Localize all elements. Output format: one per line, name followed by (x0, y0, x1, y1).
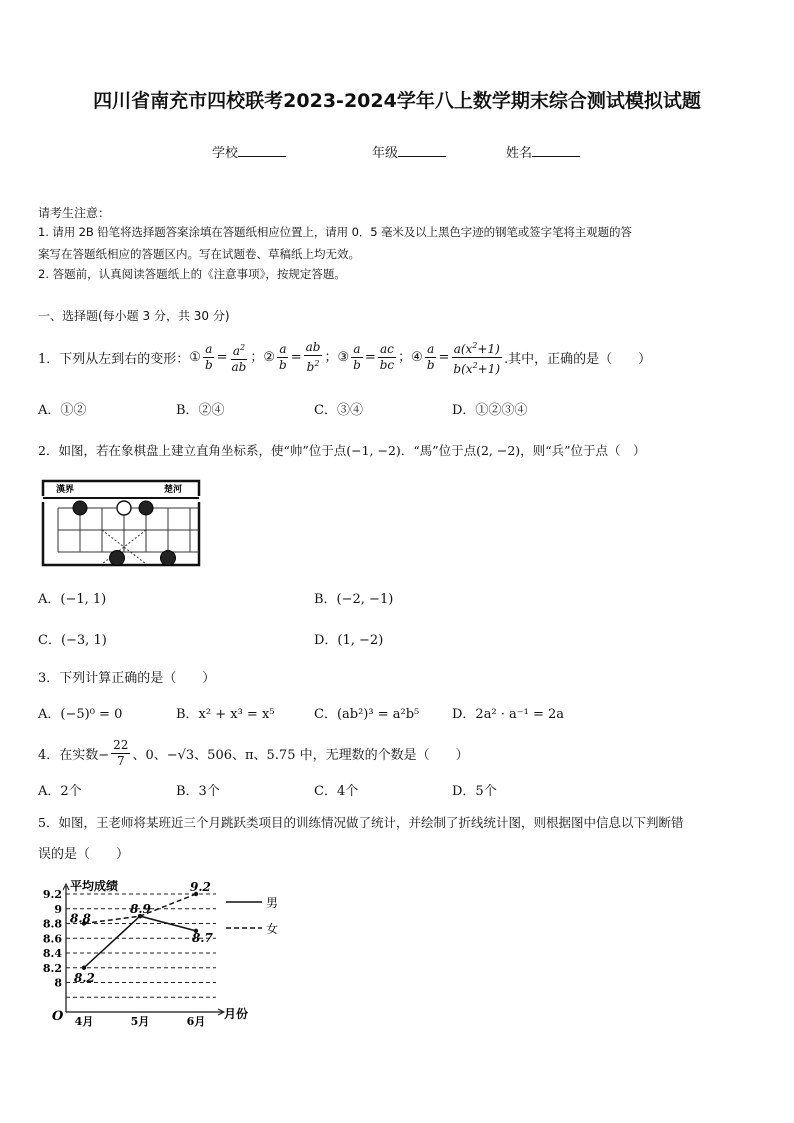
y-tick-label: 9 (54, 902, 62, 916)
question-1 (38, 333, 651, 381)
page-title: 四川省南充市四校联考2023-2024学年八上数学期末综合测试模拟试题 (93, 90, 701, 112)
question-3: 3．下列计算正确的是（ ） (38, 671, 216, 686)
q2-option-a[interactable]: A．(−1, 1) (38, 592, 107, 607)
q3-option-d[interactable]: D．2a² · a⁻¹ = 2a (452, 707, 565, 722)
board-label-left: 漢界 (56, 485, 75, 495)
q3-option-a[interactable]: A．(−5)⁰ = 0 (38, 707, 123, 722)
chessboard-figure (40, 478, 202, 568)
question-4 (38, 732, 469, 774)
q2-option-b[interactable]: B．(−2, −1) (314, 592, 394, 607)
grade-field (372, 142, 446, 161)
q4-option-d[interactable]: D．5个 (452, 784, 497, 799)
q1-option-a[interactable]: A．①② (38, 403, 87, 418)
data-label: 9.2 (190, 880, 211, 894)
board-label-right: 楚河 (164, 485, 183, 495)
chess-piece (139, 501, 153, 515)
chess-piece (161, 551, 176, 566)
school-label: 学校 (212, 146, 239, 161)
notice-item-2: 2. 答题前，认真阅读答题纸上的《注意事项》，按规定答题。 (38, 267, 346, 281)
origin-label: O (52, 1009, 64, 1024)
chart-title: 平均成绩 (70, 880, 119, 893)
question-5-line-2: 误的是（ ） (38, 847, 130, 862)
q2-option-d[interactable]: D．(1, −2) (314, 633, 384, 648)
grade-label: 年级 (372, 146, 399, 161)
q2-option-c[interactable]: C．(−3, 1) (38, 633, 107, 648)
q1-tail: .其中，正确的是（ ） (504, 351, 652, 367)
q1-item-2: ② $\frac{a}{b}$ = $\frac{ab}{b^2}$ ； (263, 339, 338, 374)
grade-blank[interactable] (398, 144, 446, 157)
q3-option-b[interactable]: B．x² + x³ = x⁵ (176, 707, 275, 722)
q2-stem: 2．如图，若在象棋盘上建立直角坐标系，使“帅”位于点 (38, 443, 347, 458)
q1-item-4: ④ $\frac{a}{b}$ = $\frac{a(x^2+1)}{b(x^2+1)}$ (411, 338, 504, 377)
chess-piece (73, 501, 87, 515)
q2-mid: ．“馬”位于点 (400, 443, 477, 458)
q1-item-1: ① $\frac{a}{b}$ = $\frac{a^2}{ab}$ ； (189, 341, 264, 374)
data-label: 8.8 (70, 911, 91, 926)
data-label: 8.7 (192, 930, 213, 945)
q4-fraction (111, 738, 130, 769)
x-tick-label: 6月 (186, 1015, 206, 1028)
name-field (506, 142, 580, 161)
legend-label: 女 (266, 922, 279, 936)
notice-item-1b: 案写在答题纸相应的答题区内。写在试题卷、草稿纸上均无效。 (38, 247, 360, 261)
q2-point-ma: (2, −2) (476, 443, 521, 458)
q2-point-shuai: (−1, −2) (346, 443, 401, 458)
q1-option-d[interactable]: D．①②③④ (452, 403, 528, 418)
y-tick-label: 8.4 (42, 947, 62, 960)
notice-item-1a: 1. 请用 2B 铅笔将选择题答案涂填在答题纸相应位置上，请用 0．5 毫米及以上黑色字迹的钢笔或签字笔将主观题的答 (38, 225, 632, 239)
line-chart (36, 880, 296, 1030)
data-label: 8.9 (130, 902, 151, 917)
y-tick-label: 8 (54, 976, 62, 990)
school-blank[interactable] (238, 144, 286, 157)
name-label: 姓名 (506, 146, 533, 161)
notice-heading: 请考生注意： (38, 206, 111, 220)
q4-stem-b: 、0、−√3、506、π、5.75 中，无理数的个数是（ ） (132, 747, 469, 763)
data-label: 8.2 (74, 970, 95, 985)
section-heading: 一、选择题(每小题 3 分，共 30 分) (38, 309, 230, 323)
q2-tail: ，则“兵”位于点（ ） (520, 443, 646, 458)
name-blank[interactable] (532, 144, 580, 157)
q4-frac-num: 22 (113, 737, 129, 752)
x-tick-label: 5月 (130, 1015, 150, 1028)
q1-option-b[interactable]: B．②④ (176, 403, 225, 418)
legend-label: 男 (266, 896, 279, 910)
q4-option-b[interactable]: B．3个 (176, 784, 220, 799)
q4-option-a[interactable]: A．2个 (38, 784, 82, 799)
q4-stem-a: 4．在实数− (38, 747, 110, 763)
q4-frac-den: 7 (116, 753, 125, 768)
q4-option-c[interactable]: C．4个 (314, 784, 359, 799)
q1-option-c[interactable]: C．③④ (314, 403, 363, 418)
question-2 (38, 441, 645, 459)
q1-stem: 1．下列从左到右的变形： (38, 351, 190, 367)
x-axis-label: 月份 (224, 1007, 249, 1021)
school-field (212, 142, 286, 161)
y-tick-label: 8.8 (42, 917, 62, 931)
y-tick-label: 8.2 (42, 961, 62, 975)
q1-item-3: ③ $\frac{a}{b}$ = $\frac{ac}{bc}$ ； (337, 341, 412, 372)
q3-option-c[interactable]: C．(ab²)³ = a²b⁵ (314, 707, 420, 722)
chess-piece (110, 551, 125, 566)
y-tick-label: 9.2 (42, 888, 62, 901)
chess-piece (117, 501, 131, 515)
question-5-line-1: 5．如图，王老师将某班近三个月跳跃类项目的训练情况做了统计，并绘制了折线统计图，则根据图中信息以下判断错 (38, 815, 684, 830)
y-tick-label: 8.6 (42, 932, 62, 946)
data-point (82, 966, 86, 970)
x-tick-label: 4月 (74, 1015, 94, 1028)
